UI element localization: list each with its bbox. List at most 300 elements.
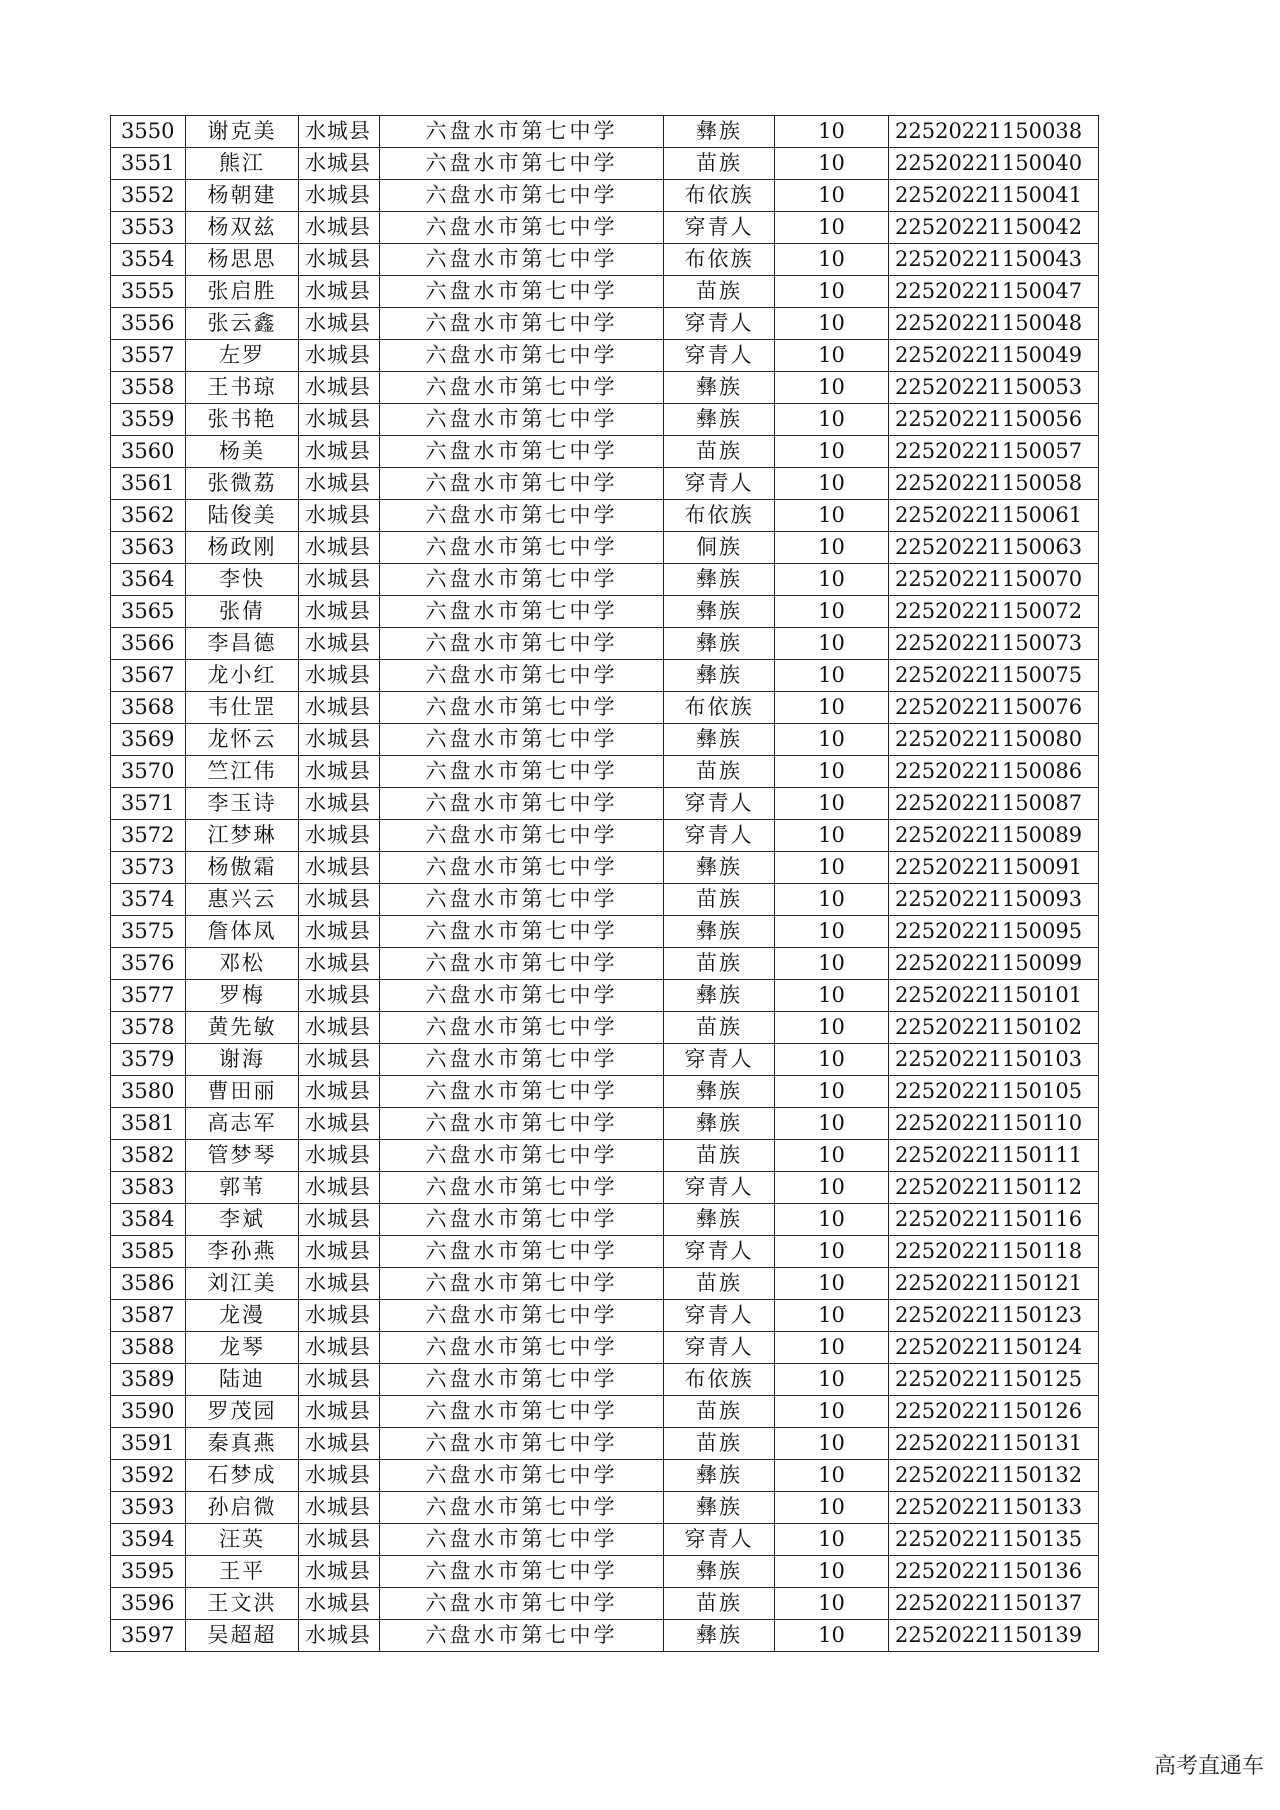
grade-cell: 10: [775, 948, 889, 980]
ethnicity-cell: 彝族: [664, 660, 775, 692]
grade-cell: 10: [775, 724, 889, 756]
county-cell: 水城县: [299, 884, 380, 916]
grade-cell: 10: [775, 1556, 889, 1588]
exam-id-cell: 22520221150136: [889, 1556, 1099, 1588]
row-number-cell: 3556: [111, 308, 186, 340]
ethnicity-cell: 彝族: [664, 1620, 775, 1652]
county-cell: 水城县: [299, 436, 380, 468]
grade-cell: 10: [775, 884, 889, 916]
school-cell: 六盘水市第七中学: [380, 1012, 664, 1044]
school-cell: 六盘水市第七中学: [380, 1396, 664, 1428]
grade-cell: 10: [775, 212, 889, 244]
school-cell: 六盘水市第七中学: [380, 276, 664, 308]
row-number-cell: 3558: [111, 372, 186, 404]
table-row: [111, 1140, 1099, 1172]
name-cell: 邓松: [186, 948, 299, 980]
name-cell: 曹田丽: [186, 1076, 299, 1108]
grade-cell: 10: [775, 276, 889, 308]
ethnicity-cell: 苗族: [664, 1428, 775, 1460]
ethnicity-cell: 彝族: [664, 628, 775, 660]
county-cell: 水城县: [299, 1492, 380, 1524]
table-row: [111, 1396, 1099, 1428]
table-row: [111, 1268, 1099, 1300]
school-cell: 六盘水市第七中学: [380, 916, 664, 948]
name-cell: 陆迪: [186, 1364, 299, 1396]
name-cell: 李玉诗: [186, 788, 299, 820]
row-number-cell: 3576: [111, 948, 186, 980]
county-cell: 水城县: [299, 1108, 380, 1140]
name-cell: 杨傲霜: [186, 852, 299, 884]
ethnicity-cell: 彝族: [664, 404, 775, 436]
exam-id-cell: 22520221150131: [889, 1428, 1099, 1460]
school-cell: 六盘水市第七中学: [380, 532, 664, 564]
ethnicity-cell: 穿青人: [664, 1236, 775, 1268]
grade-cell: 10: [775, 372, 889, 404]
ethnicity-cell: 彝族: [664, 724, 775, 756]
county-cell: 水城县: [299, 1524, 380, 1556]
ethnicity-cell: 彝族: [664, 916, 775, 948]
row-number-cell: 3555: [111, 276, 186, 308]
grade-cell: 10: [775, 1044, 889, 1076]
name-cell: 孙启微: [186, 1492, 299, 1524]
name-cell: 罗茂园: [186, 1396, 299, 1428]
table-row: [111, 596, 1099, 628]
table-row: [111, 1588, 1099, 1620]
name-cell: 管梦琴: [186, 1140, 299, 1172]
ethnicity-cell: 布依族: [664, 500, 775, 532]
table-row: [111, 916, 1099, 948]
table-row: [111, 404, 1099, 436]
ethnicity-cell: 苗族: [664, 884, 775, 916]
row-number-cell: 3559: [111, 404, 186, 436]
ethnicity-cell: 苗族: [664, 276, 775, 308]
row-number-cell: 3560: [111, 436, 186, 468]
county-cell: 水城县: [299, 180, 380, 212]
table-row: [111, 308, 1099, 340]
exam-id-cell: 22520221150091: [889, 852, 1099, 884]
table-row: [111, 468, 1099, 500]
exam-id-cell: 22520221150102: [889, 1012, 1099, 1044]
table-row: [111, 660, 1099, 692]
school-cell: 六盘水市第七中学: [380, 948, 664, 980]
name-cell: 秦真燕: [186, 1428, 299, 1460]
row-number-cell: 3580: [111, 1076, 186, 1108]
name-cell: 龙小红: [186, 660, 299, 692]
grade-cell: 10: [775, 660, 889, 692]
exam-id-cell: 22520221150133: [889, 1492, 1099, 1524]
ethnicity-cell: 穿青人: [664, 1524, 775, 1556]
table-row: [111, 820, 1099, 852]
exam-id-cell: 22520221150073: [889, 628, 1099, 660]
name-cell: 吴超超: [186, 1620, 299, 1652]
row-number-cell: 3561: [111, 468, 186, 500]
school-cell: 六盘水市第七中学: [380, 756, 664, 788]
table-row: [111, 276, 1099, 308]
row-number-cell: 3591: [111, 1428, 186, 1460]
table-row: [111, 244, 1099, 276]
table-row: [111, 1012, 1099, 1044]
name-cell: 汪英: [186, 1524, 299, 1556]
name-cell: 杨政刚: [186, 532, 299, 564]
table-row: [111, 1428, 1099, 1460]
grade-cell: 10: [775, 1524, 889, 1556]
name-cell: 杨双兹: [186, 212, 299, 244]
table-row: [111, 788, 1099, 820]
school-cell: 六盘水市第七中学: [380, 212, 664, 244]
grade-cell: 10: [775, 820, 889, 852]
exam-id-cell: 22520221150056: [889, 404, 1099, 436]
county-cell: 水城县: [299, 1300, 380, 1332]
grade-cell: 10: [775, 756, 889, 788]
ethnicity-cell: 穿青人: [664, 212, 775, 244]
school-cell: 六盘水市第七中学: [380, 468, 664, 500]
county-cell: 水城县: [299, 1236, 380, 1268]
exam-id-cell: 22520221150105: [889, 1076, 1099, 1108]
name-cell: 张微荔: [186, 468, 299, 500]
row-number-cell: 3565: [111, 596, 186, 628]
table-body: [111, 116, 1099, 1652]
table-row: [111, 1204, 1099, 1236]
county-cell: 水城县: [299, 1140, 380, 1172]
exam-id-cell: 22520221150047: [889, 276, 1099, 308]
grade-cell: 10: [775, 564, 889, 596]
school-cell: 六盘水市第七中学: [380, 596, 664, 628]
row-number-cell: 3557: [111, 340, 186, 372]
ethnicity-cell: 彝族: [664, 1556, 775, 1588]
school-cell: 六盘水市第七中学: [380, 788, 664, 820]
name-cell: 韦仕罡: [186, 692, 299, 724]
row-number-cell: 3563: [111, 532, 186, 564]
ethnicity-cell: 侗族: [664, 532, 775, 564]
ethnicity-cell: 苗族: [664, 948, 775, 980]
name-cell: 谢海: [186, 1044, 299, 1076]
exam-id-cell: 22520221150135: [889, 1524, 1099, 1556]
county-cell: 水城县: [299, 820, 380, 852]
county-cell: 水城县: [299, 340, 380, 372]
row-number-cell: 3585: [111, 1236, 186, 1268]
exam-id-cell: 22520221150139: [889, 1620, 1099, 1652]
row-number-cell: 3586: [111, 1268, 186, 1300]
ethnicity-cell: 彝族: [664, 1460, 775, 1492]
school-cell: 六盘水市第七中学: [380, 180, 664, 212]
row-number-cell: 3550: [111, 116, 186, 148]
county-cell: 水城县: [299, 1396, 380, 1428]
ethnicity-cell: 穿青人: [664, 1300, 775, 1332]
grade-cell: 10: [775, 404, 889, 436]
row-number-cell: 3577: [111, 980, 186, 1012]
grade-cell: 10: [775, 1140, 889, 1172]
row-number-cell: 3588: [111, 1332, 186, 1364]
ethnicity-cell: 布依族: [664, 1364, 775, 1396]
name-cell: 龙琴: [186, 1332, 299, 1364]
row-number-cell: 3593: [111, 1492, 186, 1524]
grade-cell: 10: [775, 1460, 889, 1492]
table-row: [111, 1108, 1099, 1140]
school-cell: 六盘水市第七中学: [380, 404, 664, 436]
table-row: [111, 116, 1099, 148]
county-cell: 水城县: [299, 532, 380, 564]
row-number-cell: 3552: [111, 180, 186, 212]
school-cell: 六盘水市第七中学: [380, 852, 664, 884]
name-cell: 刘江美: [186, 1268, 299, 1300]
table-row: [111, 1076, 1099, 1108]
county-cell: 水城县: [299, 628, 380, 660]
school-cell: 六盘水市第七中学: [380, 884, 664, 916]
ethnicity-cell: 彝族: [664, 852, 775, 884]
ethnicity-cell: 彝族: [664, 596, 775, 628]
table-row: [111, 500, 1099, 532]
grade-cell: 10: [775, 1620, 889, 1652]
school-cell: 六盘水市第七中学: [380, 564, 664, 596]
table-row: [111, 948, 1099, 980]
county-cell: 水城县: [299, 564, 380, 596]
ethnicity-cell: 苗族: [664, 148, 775, 180]
county-cell: 水城县: [299, 852, 380, 884]
county-cell: 水城县: [299, 212, 380, 244]
exam-id-cell: 22520221150080: [889, 724, 1099, 756]
exam-id-cell: 22520221150101: [889, 980, 1099, 1012]
grade-cell: 10: [775, 1108, 889, 1140]
school-cell: 六盘水市第七中学: [380, 1620, 664, 1652]
table-row: [111, 372, 1099, 404]
row-number-cell: 3583: [111, 1172, 186, 1204]
ethnicity-cell: 布依族: [664, 244, 775, 276]
school-cell: 六盘水市第七中学: [380, 500, 664, 532]
school-cell: 六盘水市第七中学: [380, 692, 664, 724]
student-list-table: [110, 115, 1099, 1652]
grade-cell: 10: [775, 1236, 889, 1268]
county-cell: 水城县: [299, 1588, 380, 1620]
ethnicity-cell: 彝族: [664, 1076, 775, 1108]
school-cell: 六盘水市第七中学: [380, 980, 664, 1012]
exam-id-cell: 22520221150087: [889, 788, 1099, 820]
ethnicity-cell: 苗族: [664, 1012, 775, 1044]
exam-id-cell: 22520221150095: [889, 916, 1099, 948]
row-number-cell: 3567: [111, 660, 186, 692]
row-number-cell: 3578: [111, 1012, 186, 1044]
table-row: [111, 1620, 1099, 1652]
grade-cell: 10: [775, 308, 889, 340]
county-cell: 水城县: [299, 724, 380, 756]
grade-cell: 10: [775, 340, 889, 372]
school-cell: 六盘水市第七中学: [380, 1236, 664, 1268]
table-row: [111, 724, 1099, 756]
table-row: [111, 1044, 1099, 1076]
county-cell: 水城县: [299, 276, 380, 308]
name-cell: 张启胜: [186, 276, 299, 308]
school-cell: 六盘水市第七中学: [380, 1332, 664, 1364]
county-cell: 水城县: [299, 468, 380, 500]
ethnicity-cell: 彝族: [664, 372, 775, 404]
exam-id-cell: 22520221150043: [889, 244, 1099, 276]
ethnicity-cell: 穿青人: [664, 820, 775, 852]
row-number-cell: 3596: [111, 1588, 186, 1620]
school-cell: 六盘水市第七中学: [380, 244, 664, 276]
table-row: [111, 532, 1099, 564]
row-number-cell: 3582: [111, 1140, 186, 1172]
name-cell: 李昌德: [186, 628, 299, 660]
school-cell: 六盘水市第七中学: [380, 1428, 664, 1460]
name-cell: 杨朝建: [186, 180, 299, 212]
table-row: [111, 340, 1099, 372]
table-row: [111, 564, 1099, 596]
grade-cell: 10: [775, 1492, 889, 1524]
name-cell: 龙漫: [186, 1300, 299, 1332]
row-number-cell: 3592: [111, 1460, 186, 1492]
name-cell: 黄先敏: [186, 1012, 299, 1044]
school-cell: 六盘水市第七中学: [380, 1364, 664, 1396]
grade-cell: 10: [775, 1268, 889, 1300]
name-cell: 惠兴云: [186, 884, 299, 916]
county-cell: 水城县: [299, 1076, 380, 1108]
grade-cell: 10: [775, 1300, 889, 1332]
table-row: [111, 884, 1099, 916]
table-row: [111, 628, 1099, 660]
grade-cell: 10: [775, 1428, 889, 1460]
grade-cell: 10: [775, 116, 889, 148]
ethnicity-cell: 彝族: [664, 980, 775, 1012]
county-cell: 水城县: [299, 660, 380, 692]
exam-id-cell: 22520221150089: [889, 820, 1099, 852]
county-cell: 水城县: [299, 916, 380, 948]
ethnicity-cell: 穿青人: [664, 340, 775, 372]
ethnicity-cell: 彝族: [664, 1492, 775, 1524]
ethnicity-cell: 穿青人: [664, 788, 775, 820]
grade-cell: 10: [775, 532, 889, 564]
exam-id-cell: 22520221150126: [889, 1396, 1099, 1428]
table-row: [111, 1236, 1099, 1268]
table-row: [111, 1172, 1099, 1204]
table-row: [111, 756, 1099, 788]
county-cell: 水城县: [299, 1428, 380, 1460]
county-cell: 水城县: [299, 1364, 380, 1396]
county-cell: 水城县: [299, 1332, 380, 1364]
ethnicity-cell: 穿青人: [664, 1332, 775, 1364]
grade-cell: 10: [775, 500, 889, 532]
name-cell: 谢克美: [186, 116, 299, 148]
exam-id-cell: 22520221150057: [889, 436, 1099, 468]
ethnicity-cell: 苗族: [664, 1396, 775, 1428]
exam-id-cell: 22520221150076: [889, 692, 1099, 724]
ethnicity-cell: 彝族: [664, 1108, 775, 1140]
school-cell: 六盘水市第七中学: [380, 1492, 664, 1524]
exam-id-cell: 22520221150053: [889, 372, 1099, 404]
county-cell: 水城县: [299, 692, 380, 724]
table-row: [111, 436, 1099, 468]
county-cell: 水城县: [299, 596, 380, 628]
ethnicity-cell: 彝族: [664, 564, 775, 596]
exam-id-cell: 22520221150075: [889, 660, 1099, 692]
grade-cell: 10: [775, 852, 889, 884]
exam-id-cell: 22520221150049: [889, 340, 1099, 372]
table-row: [111, 852, 1099, 884]
grade-cell: 10: [775, 692, 889, 724]
row-number-cell: 3569: [111, 724, 186, 756]
ethnicity-cell: 苗族: [664, 436, 775, 468]
row-number-cell: 3562: [111, 500, 186, 532]
row-number-cell: 3554: [111, 244, 186, 276]
grade-cell: 10: [775, 148, 889, 180]
name-cell: 李快: [186, 564, 299, 596]
ethnicity-cell: 彝族: [664, 1204, 775, 1236]
name-cell: 张书艳: [186, 404, 299, 436]
exam-id-cell: 22520221150042: [889, 212, 1099, 244]
grade-cell: 10: [775, 180, 889, 212]
exam-id-cell: 22520221150058: [889, 468, 1099, 500]
grade-cell: 10: [775, 788, 889, 820]
school-cell: 六盘水市第七中学: [380, 820, 664, 852]
table-row: [111, 148, 1099, 180]
school-cell: 六盘水市第七中学: [380, 1300, 664, 1332]
exam-id-cell: 22520221150112: [889, 1172, 1099, 1204]
school-cell: 六盘水市第七中学: [380, 1172, 664, 1204]
exam-id-cell: 22520221150070: [889, 564, 1099, 596]
grade-cell: 10: [775, 980, 889, 1012]
county-cell: 水城县: [299, 116, 380, 148]
name-cell: 高志军: [186, 1108, 299, 1140]
school-cell: 六盘水市第七中学: [380, 1588, 664, 1620]
grade-cell: 10: [775, 1204, 889, 1236]
county-cell: 水城县: [299, 1204, 380, 1236]
name-cell: 李斌: [186, 1204, 299, 1236]
name-cell: 詹体凤: [186, 916, 299, 948]
grade-cell: 10: [775, 1076, 889, 1108]
county-cell: 水城县: [299, 948, 380, 980]
grade-cell: 10: [775, 1364, 889, 1396]
school-cell: 六盘水市第七中学: [380, 1268, 664, 1300]
name-cell: 左罗: [186, 340, 299, 372]
exam-id-cell: 22520221150132: [889, 1460, 1099, 1492]
school-cell: 六盘水市第七中学: [380, 116, 664, 148]
row-number-cell: 3551: [111, 148, 186, 180]
row-number-cell: 3584: [111, 1204, 186, 1236]
exam-id-cell: 22520221150061: [889, 500, 1099, 532]
county-cell: 水城县: [299, 1268, 380, 1300]
name-cell: 熊江: [186, 148, 299, 180]
row-number-cell: 3594: [111, 1524, 186, 1556]
table-row: [111, 1300, 1099, 1332]
county-cell: 水城县: [299, 500, 380, 532]
school-cell: 六盘水市第七中学: [380, 1140, 664, 1172]
name-cell: 杨美: [186, 436, 299, 468]
grade-cell: 10: [775, 916, 889, 948]
school-cell: 六盘水市第七中学: [380, 628, 664, 660]
grade-cell: 10: [775, 628, 889, 660]
name-cell: 陆俊美: [186, 500, 299, 532]
ethnicity-cell: 穿青人: [664, 1172, 775, 1204]
name-cell: 竺江伟: [186, 756, 299, 788]
exam-id-cell: 22520221150093: [889, 884, 1099, 916]
row-number-cell: 3575: [111, 916, 186, 948]
row-number-cell: 3570: [111, 756, 186, 788]
row-number-cell: 3564: [111, 564, 186, 596]
table-row: [111, 180, 1099, 212]
grade-cell: 10: [775, 1332, 889, 1364]
name-cell: 石梦成: [186, 1460, 299, 1492]
row-number-cell: 3595: [111, 1556, 186, 1588]
exam-id-cell: 22520221150103: [889, 1044, 1099, 1076]
exam-id-cell: 22520221150099: [889, 948, 1099, 980]
grade-cell: 10: [775, 596, 889, 628]
row-number-cell: 3574: [111, 884, 186, 916]
school-cell: 六盘水市第七中学: [380, 660, 664, 692]
table-row: [111, 1524, 1099, 1556]
exam-id-cell: 22520221150110: [889, 1108, 1099, 1140]
exam-id-cell: 22520221150124: [889, 1332, 1099, 1364]
row-number-cell: 3568: [111, 692, 186, 724]
table-row: [111, 1556, 1099, 1588]
row-number-cell: 3581: [111, 1108, 186, 1140]
